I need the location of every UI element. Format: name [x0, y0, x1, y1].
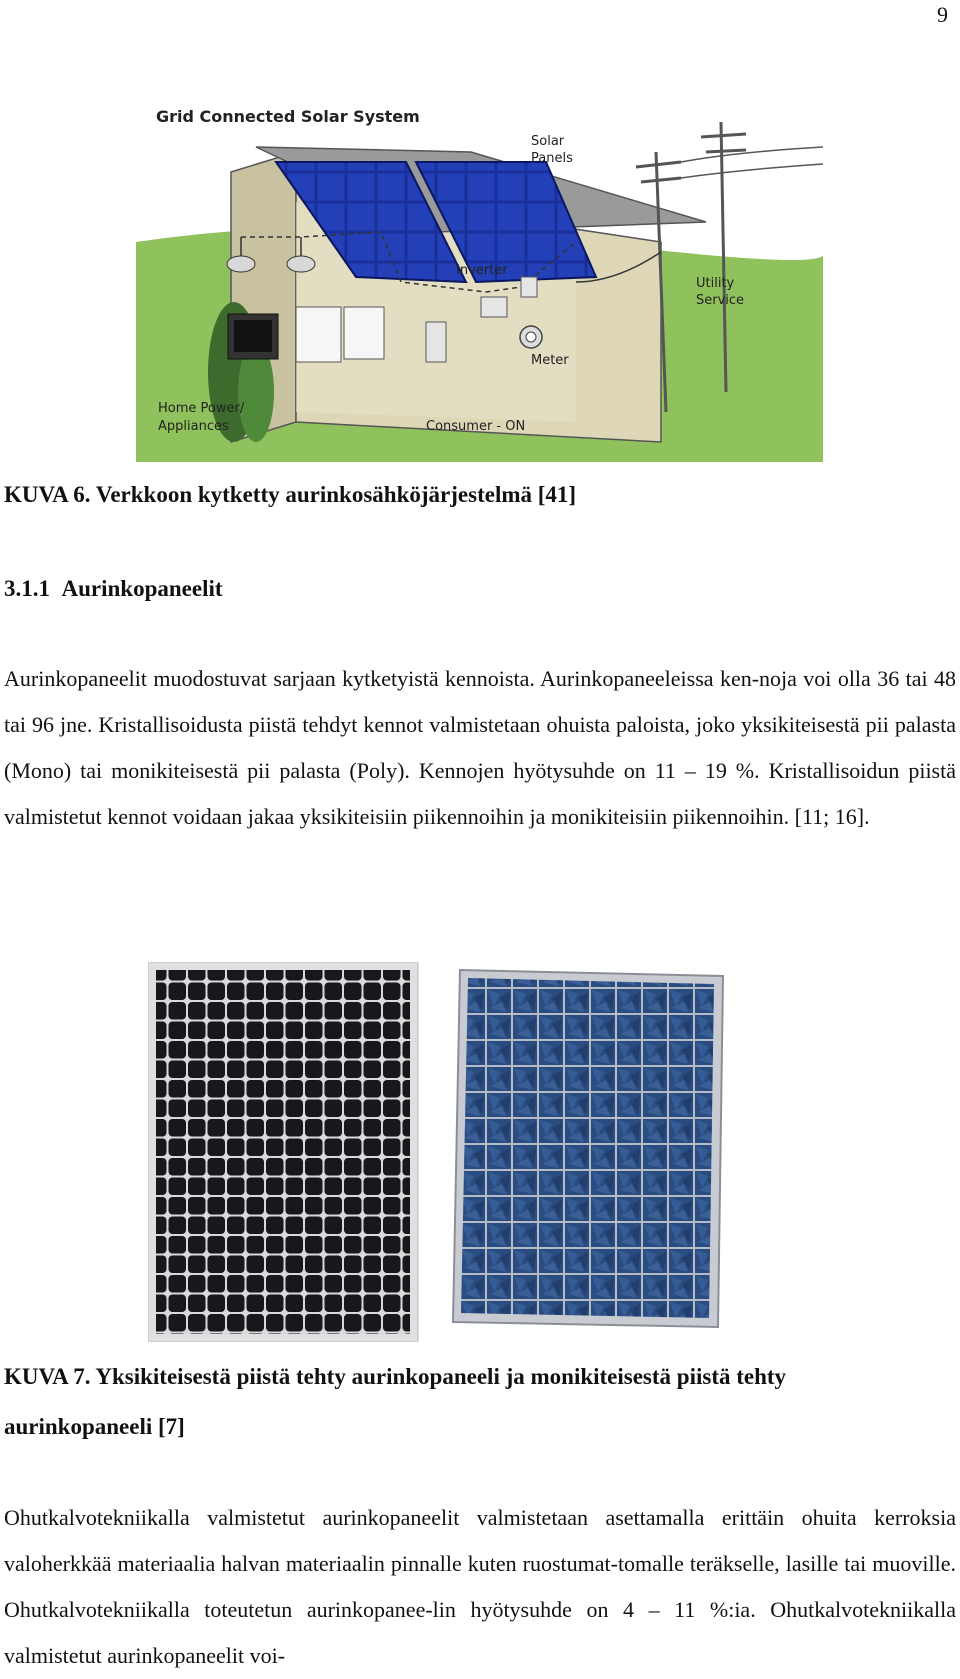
section-heading	[4, 576, 223, 602]
figure2-caption	[4, 1352, 956, 1452]
figure2-caption-line2: aurinkopaneeli [7]	[4, 1414, 185, 1439]
label-utility-2: Service	[696, 293, 745, 308]
grid-solar-system-figure	[136, 92, 823, 462]
washer	[296, 307, 341, 362]
breaker-box	[426, 322, 446, 362]
panel-comparison-figure	[148, 962, 760, 1342]
poly-panel-cells	[461, 978, 714, 1318]
dryer	[344, 307, 384, 359]
mono-panel-cells	[156, 970, 410, 1334]
label-solar-2: Panels	[531, 151, 573, 166]
junction-box	[521, 277, 537, 297]
figure1-caption: KUVA 6. Verkkoon kytketty aurinkosähköjärjestelmä [41]	[4, 482, 577, 507]
label-consumer: Consumer - ON	[426, 419, 526, 434]
label-home-2: Appliances	[158, 419, 229, 434]
section-title: Aurinkopaneelit	[61, 576, 223, 601]
label-home-1: Home Power/	[158, 401, 245, 416]
inverter-box	[481, 297, 507, 317]
label-solar-1: Solar	[531, 134, 565, 149]
page-number: 9	[937, 2, 948, 27]
section-number: 3.1.1	[4, 576, 50, 601]
label-meter: Meter	[531, 353, 569, 368]
paragraph-1: Aurinkopaneelit muodostuvat sarjaan kytketyistä kennoista. Aurinkopaneeleissa ken-noja voi olla 36 tai 48 tai 96 jne. Kristallisoidusta piistä tehdyt kennot valmistetaan ohuista paloista, joko yksikiteisestä pii palasta (Mono) tai monikiteisestä pii palasta (Poly). Kennojen hyötysuhde on 11 – 19 %. Kristallisoidun piistä valmistetut kennot voidaan jakaa yksikiteisiin piikennoihin ja monikiteisiin piikennoihin. [11; 16].	[4, 666, 956, 829]
label-inverter: Inverter	[456, 263, 508, 278]
figure-title: Grid Connected Solar System	[156, 107, 420, 126]
label-utility-1: Utility	[696, 276, 735, 291]
figure2-caption-line1: KUVA 7. Yksikiteisestä piistä tehty aurinkopaneeli ja monikiteisestä piistä tehty	[4, 1364, 787, 1389]
paragraph-2: Ohutkalvotekniikalla valmistetut aurinkopaneelit valmistetaan asettamalla erittäin ohuita kerroksia valoherkkää materiaalia halvan materiaalin pinnalle kuten ruostumat-tomalle teräkselle, lasille tai muoville. Ohutkalvotekniikalla toteutetun aurinkopanee-lin hyötysuhde on 4 – 11 %:ia. Ohutkalvotekniikalla valmistetut aurinkopaneelit voi-	[4, 1505, 956, 1668]
